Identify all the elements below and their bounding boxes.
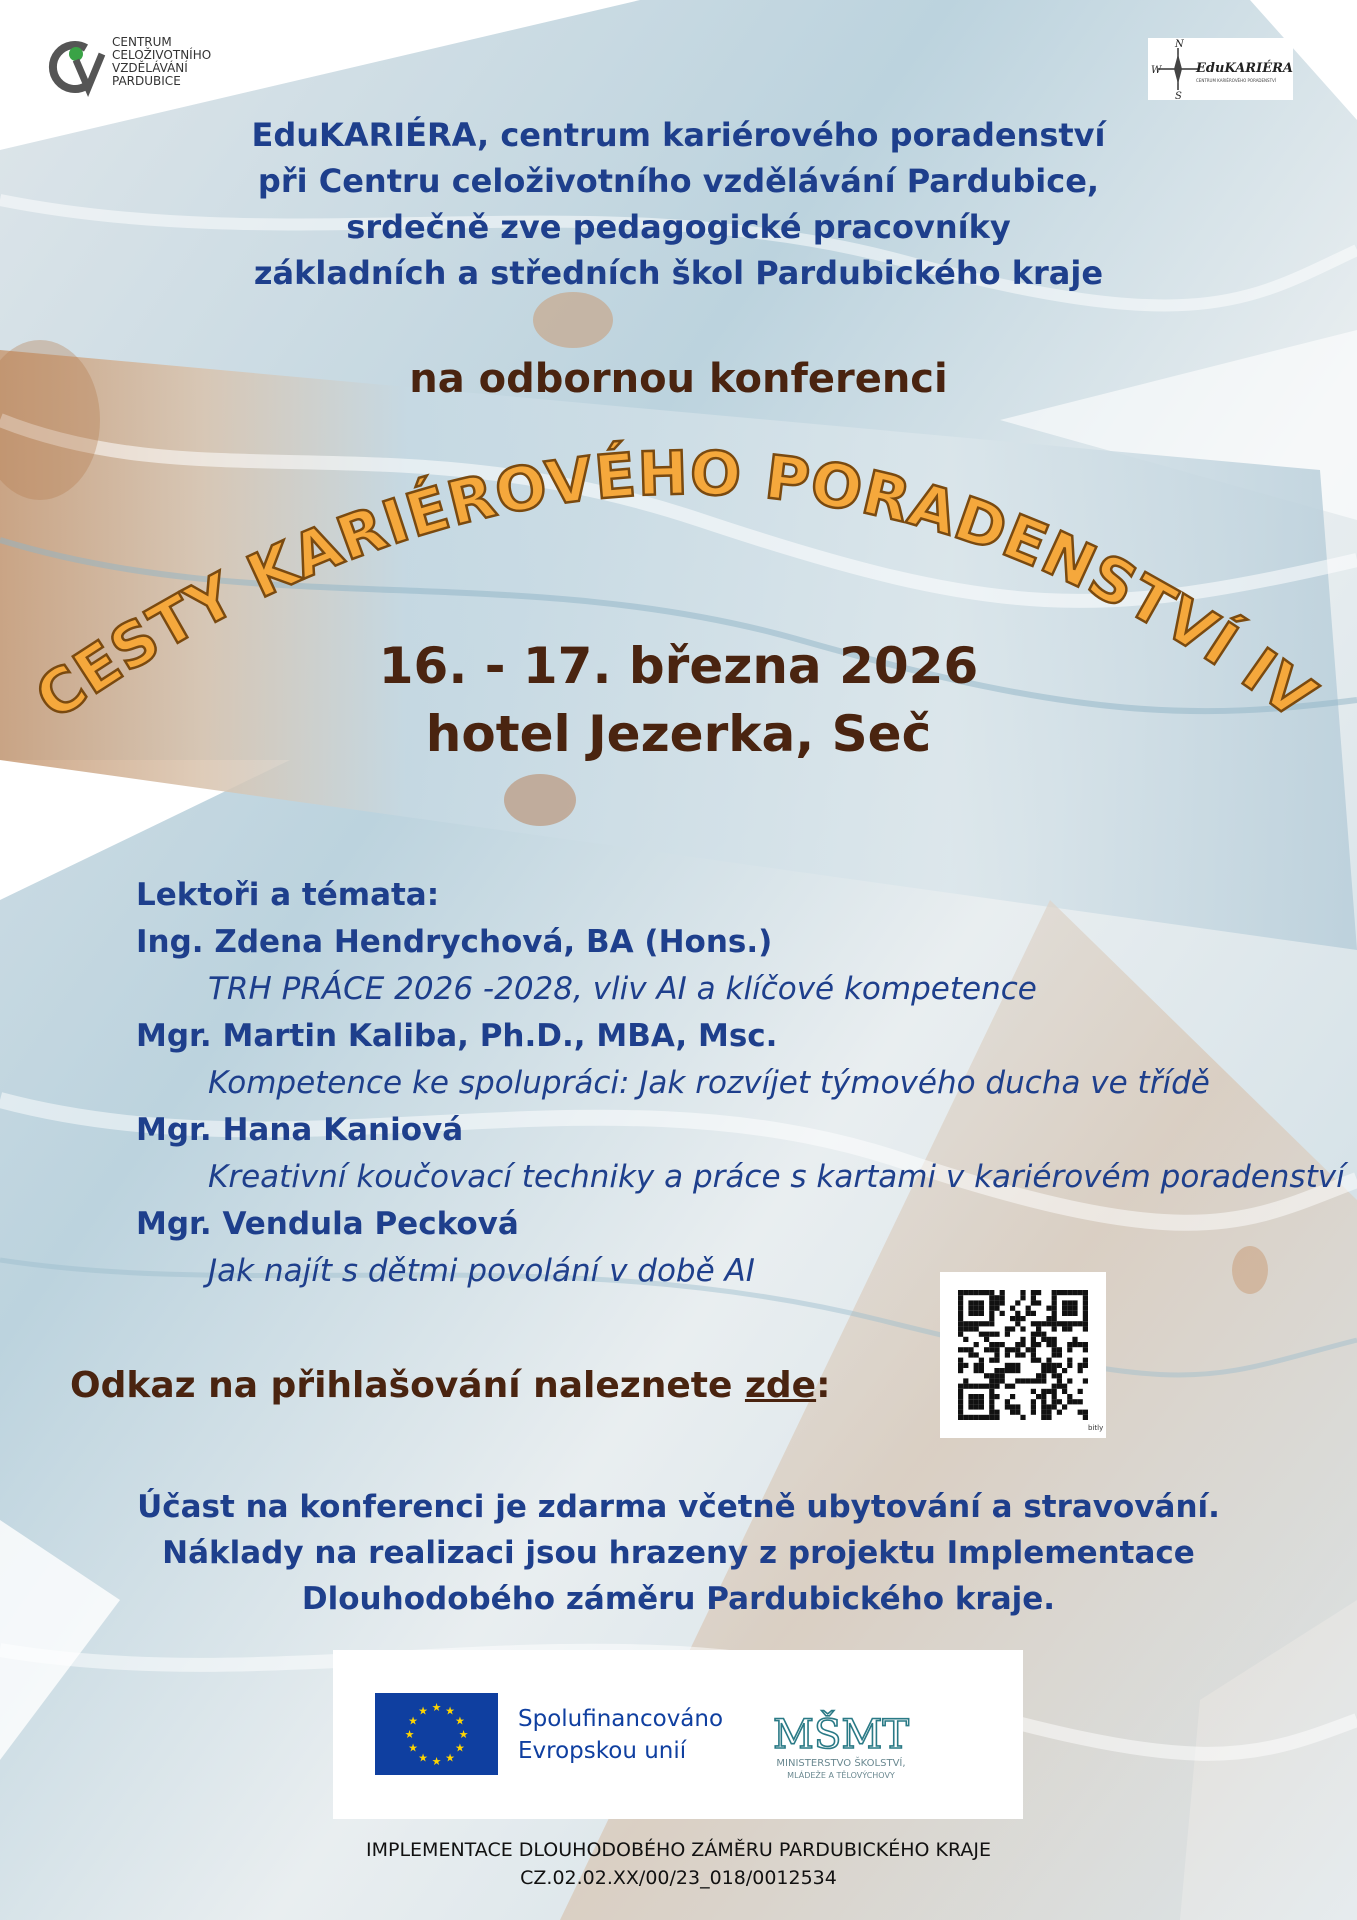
intro-line: při Centru celoživotního vzdělávání Pardubice, [257, 162, 1100, 200]
lecturer-name: Ing. Zdena Hendrychová, BA (Hons.) [136, 924, 773, 960]
participation-note [0, 1484, 1357, 1622]
project-footer [0, 1836, 1357, 1892]
msmt-line1: MINISTERSTVO ŠKOLSTVÍ, [776, 1758, 906, 1769]
registration-colon: : [816, 1365, 831, 1406]
msmt-logo [773, 1711, 909, 1780]
eu-star-icon: ★ [431, 1755, 442, 1768]
lecturer-topic: TRH PRÁCE 2026 -2028, vliv AI a klíčové kompetence [208, 971, 1037, 1007]
eu-star-icon: ★ [454, 1741, 465, 1755]
edukariera-logo-text: EduKARIÉRA [1196, 61, 1293, 76]
compass-s: S [1175, 91, 1182, 100]
cvv-line: VZDĚLÁVÁNÍ [112, 61, 188, 75]
cvv-line: PARDUBICE [112, 74, 181, 88]
intro-line: základních a středních škol Pardubického kraje [253, 254, 1104, 292]
eu-text-line1: Spolufinancováno [518, 1706, 724, 1732]
event-date-venue [0, 632, 1357, 768]
event-venue: hotel Jezerka, Seč [425, 705, 932, 763]
edukariera-logo-sub: CENTRUM KARIÉROVÉHO PORADENSTVÍ [1196, 78, 1276, 83]
qr-code-icon [940, 1272, 1106, 1438]
eu-star-icon: ★ [418, 1751, 428, 1765]
conference-title-path: CESTY KARIÉROVÉHO PORADENSTVÍ IV [23, 438, 1328, 734]
eu-star-icon: ★ [408, 1741, 419, 1755]
eu-star-icon: ★ [445, 1704, 455, 1718]
qr-caption: bitly [1088, 1424, 1104, 1432]
footer-line: CZ.02.02.XX/00/23_018/0012534 [520, 1867, 837, 1889]
registration-line [70, 1365, 830, 1406]
note-line: Dlouhodobého záměru Pardubického kraje. [301, 1581, 1056, 1617]
eu-star-icon: ★ [445, 1751, 455, 1765]
eu-star-icon: ★ [418, 1704, 428, 1718]
eu-flag-icon [375, 1693, 498, 1775]
lecturers-heading: Lektoři a témata: [136, 877, 440, 913]
eu-star-icon: ★ [454, 1714, 465, 1728]
intro-line: srdečně zve pedagogické pracovníky [346, 208, 1011, 246]
msmt-logo-mark: MŠMT [773, 1712, 909, 1758]
registration-qr-code[interactable] [940, 1272, 1106, 1438]
eu-star-icon: ★ [458, 1728, 469, 1741]
eu-text-line2: Evropskou unií [518, 1738, 687, 1764]
eu-star-icon: ★ [431, 1701, 442, 1714]
lecturer-name: Mgr. Hana Kaniová [136, 1112, 464, 1148]
lecturer-topic: Kreativní koučovací techniky a práce s kartami v kariérovém poradenství [208, 1159, 1345, 1195]
msmt-line2: MLÁDEŽE A TĚLOVÝCHOVY [787, 1771, 895, 1780]
cvv-line: CENTRUM [112, 35, 172, 49]
event-date: 16. - 17. března 2026 [378, 637, 979, 695]
lecturers-section [136, 872, 1345, 1295]
note-line: Náklady na realizaci jsou hrazeny z projektu Implementace [162, 1535, 1195, 1571]
lecturer-name: Mgr. Martin Kaliba, Ph.D., MBA, Msc. [136, 1018, 778, 1054]
compass-w: W [1151, 65, 1162, 76]
eu-star-icon: ★ [408, 1714, 419, 1728]
registration-link[interactable]: zde [744, 1365, 817, 1406]
intro-line: EduKARIÉRA, centrum kariérového poradenství [251, 116, 1106, 154]
lecturer-name: Mgr. Vendula Pecková [136, 1206, 519, 1242]
lecturer-topic: Jak najít s dětmi povolání v době AI [208, 1253, 755, 1289]
sponsor-logos [333, 1650, 1023, 1819]
registration-text: Odkaz na přihlašování naleznete [70, 1365, 745, 1406]
pre-title: na odbornou konferenci [409, 356, 948, 402]
footer-line: IMPLEMENTACE DLOUHODOBÉHO ZÁMĚRU PARDUBICKÉHO KRAJE [366, 1839, 991, 1861]
lecturer-topic: Kompetence ke spolupráci: Jak rozvíjet týmového ducha ve třídě [208, 1065, 1210, 1101]
note-line: Účast na konferenci je zdarma včetně ubytování a stravování. [137, 1489, 1220, 1525]
eu-star-icon: ★ [404, 1728, 415, 1741]
compass-n: N [1175, 39, 1184, 50]
cvv-line: CELOŽIVOTNÍHO [112, 48, 212, 62]
